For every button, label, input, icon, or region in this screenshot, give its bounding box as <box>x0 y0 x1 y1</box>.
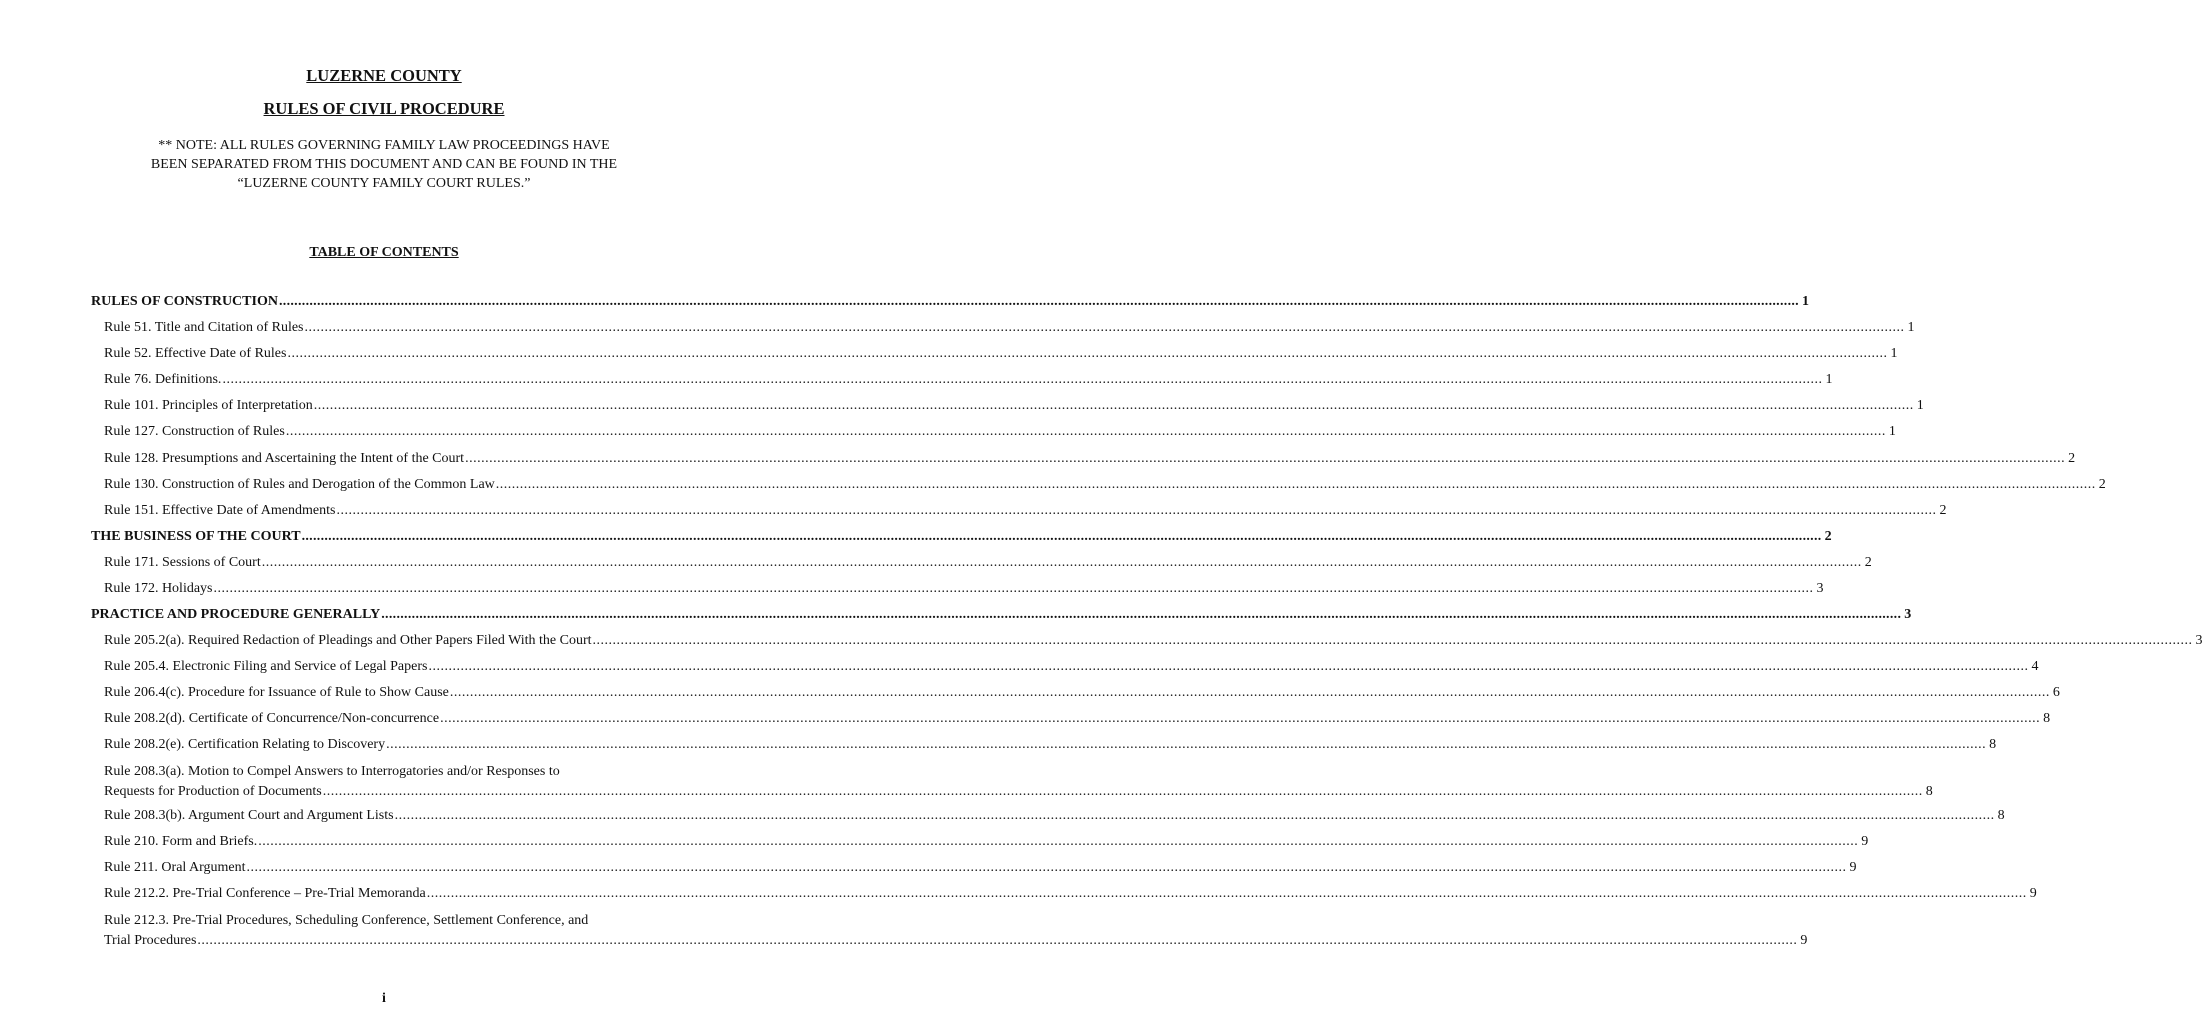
dot-leader: ................................................................................................................................................................................................................................................................................................................................................................................................................ <box>222 372 1823 387</box>
dot-leader: ................................................................................................................................................................................................................................................................................................................................................................................................................ <box>197 933 1798 948</box>
dot-leader: ................................................................................................................................................................................................................................................................................................................................................................................................................ <box>465 451 2066 466</box>
toc-entry-title: Rule 127. Construction of Rules <box>104 424 285 439</box>
toc-entry-page: 1 <box>1888 424 1896 439</box>
toc-entry-title: Rule 172. Holidays <box>104 581 213 596</box>
toc-entry-title: Rule 208.3(b). Argument Court and Argument Lists <box>104 808 394 823</box>
dot-leader: ................................................................................................................................................................................................................................................................................................................................................................................................................ <box>246 860 1847 875</box>
toc-entry-page: 8 <box>1989 737 1997 752</box>
note-line: BEEN SEPARATED FROM THIS DOCUMENT AND CAN BE FOUND IN THE <box>150 157 618 172</box>
toc-entry-page: 9 <box>1800 933 1808 948</box>
dot-leader: ................................................................................................................................................................................................................................................................................................................................................................................................................ <box>278 294 1799 309</box>
toc-entry-page: 2 <box>1939 503 1947 518</box>
toc-entry-page: 9 <box>1861 834 1869 849</box>
toc-entry-title: Rule 151. Effective Date of Amendments <box>104 503 336 518</box>
toc-entry-title: Rule 211. Oral Argument <box>104 860 246 875</box>
toc-entry-page: 2 <box>1824 529 1832 544</box>
toc-entry-title: Rule 208.3(a). Motion to Compel Answers to Interrogatories and/or Responses to <box>104 764 560 779</box>
dot-leader: ................................................................................................................................................................................................................................................................................................................................................................................................................ <box>313 398 1914 413</box>
dot-leader: ................................................................................................................................................................................................................................................................................................................................................................................................................ <box>336 503 1937 518</box>
document-title: RULES OF CIVIL PROCEDURE <box>263 99 505 118</box>
note-line: “LUZERNE COUNTY FAMILY COURT RULES.” <box>237 176 531 191</box>
toc-entry-title: Rule 101. Principles of Interpretation <box>104 398 313 413</box>
dot-leader: ................................................................................................................................................................................................................................................................................................................................................................................................................ <box>449 685 2050 700</box>
dot-leader: ................................................................................................................................................................................................................................................................................................................................................................................................................ <box>428 659 2029 674</box>
toc-entry-title: Rule 205.4. Electronic Filing and Service of Legal Papers <box>104 659 428 674</box>
toc-entry-page: 1 <box>1825 372 1833 387</box>
toc-entry-page: 1 <box>1907 320 1915 335</box>
dot-leader: ................................................................................................................................................................................................................................................................................................................................................................................................................ <box>426 886 2027 901</box>
toc-entry-page: 9 <box>1849 860 1857 875</box>
toc-entry-title: Rule 205.2(a). Required Redaction of Pleadings and Other Papers Filed With the Court <box>104 633 592 648</box>
dot-leader: ................................................................................................................................................................................................................................................................................................................................................................................................................ <box>304 320 1905 335</box>
toc-entry-page: 2 <box>2068 451 2076 466</box>
toc-entry-page: 8 <box>1997 808 2005 823</box>
toc-entry-title: Rule 128. Presumptions and Ascertaining the Intent of the Court <box>104 451 465 466</box>
toc-entry-title: Rule 76. Definitions. <box>104 372 222 387</box>
toc-title: TABLE OF CONTENTS <box>309 245 459 260</box>
family-law-note <box>0 136 768 193</box>
toc-entry-page: 8 <box>2043 711 2051 726</box>
county-title: LUZERNE COUNTY <box>306 66 462 85</box>
toc-entry-page: 1 <box>1890 346 1898 361</box>
toc-entry-page: 1 <box>1801 294 1809 309</box>
page-number: i <box>382 991 386 1006</box>
toc-entry-title: Rule 51. Title and Citation of Rules <box>104 320 304 335</box>
toc-entry-page: 2 <box>2098 477 2106 492</box>
dot-leader: ................................................................................................................................................................................................................................................................................................................................................................................................................ <box>440 711 2041 726</box>
toc-entry-title: RULES OF CONSTRUCTION <box>91 294 278 309</box>
dot-leader: ................................................................................................................................................................................................................................................................................................................................................................................................................ <box>287 346 1888 361</box>
toc-entry-title: THE BUSINESS OF THE COURT <box>91 529 301 544</box>
toc-entry-title: Rule 212.2. Pre-Trial Conference – Pre-Trial Memoranda <box>104 886 426 901</box>
toc-entry-page: 2 <box>1864 555 1872 570</box>
toc-entry-page: 4 <box>2031 659 2039 674</box>
dot-leader: ................................................................................................................................................................................................................................................................................................................................................................................................................ <box>261 555 1862 570</box>
toc-entry-page: 1 <box>1916 398 1924 413</box>
dot-leader: ................................................................................................................................................................................................................................................................................................................................................................................................................ <box>213 581 1814 596</box>
toc-entry-page: 6 <box>2052 685 2060 700</box>
toc-entry-page: 3 <box>1816 581 1824 596</box>
toc-entry-title: Rule 212.3. Pre-Trial Procedures, Scheduling Conference, Settlement Conference, and <box>104 913 589 928</box>
toc-entry-page: 3 <box>1904 607 1912 622</box>
toc-entry-title: Rule 206.4(c). Procedure for Issuance of Rule to Show Cause <box>104 685 449 700</box>
toc-entry-title: Trial Procedures <box>104 933 197 948</box>
toc-entry-title: Rule 208.2(e). Certification Relating to Discovery <box>104 737 386 752</box>
dot-leader: ................................................................................................................................................................................................................................................................................................................................................................................................................ <box>285 424 1886 439</box>
dot-leader: ................................................................................................................................................................................................................................................................................................................................................................................................................ <box>495 477 2096 492</box>
dot-leader: ................................................................................................................................................................................................................................................................................................................................................................................................................ <box>381 607 1902 622</box>
dot-leader: ................................................................................................................................................................................................................................................................................................................................................................................................................ <box>322 784 1923 799</box>
dot-leader: ................................................................................................................................................................................................................................................................................................................................................................................................................ <box>394 808 1995 823</box>
toc-entry-title: Rule 210. Form and Briefs. <box>104 834 258 849</box>
toc-entry-title: Requests for Production of Documents <box>104 784 322 799</box>
toc-entry-page: 8 <box>1925 784 1933 799</box>
dot-leader: ................................................................................................................................................................................................................................................................................................................................................................................................................ <box>592 633 2193 648</box>
toc-entry-title: Rule 208.2(d). Certificate of Concurrence/Non-concurrence <box>104 711 440 726</box>
toc-entry-title: Rule 52. Effective Date of Rules <box>104 346 287 361</box>
toc-entry-page: 3 <box>2195 633 2203 648</box>
toc-entry-title: PRACTICE AND PROCEDURE GENERALLY <box>91 607 381 622</box>
dot-leader: ................................................................................................................................................................................................................................................................................................................................................................................................................ <box>386 737 1987 752</box>
dot-leader: ................................................................................................................................................................................................................................................................................................................................................................................................................ <box>258 834 1859 849</box>
dot-leader: ................................................................................................................................................................................................................................................................................................................................................................................................................ <box>301 529 1822 544</box>
note-line: ** NOTE: ALL RULES GOVERNING FAMILY LAW PROCEEDINGS HAVE <box>158 138 610 153</box>
toc-entry-title: Rule 171. Sessions of Court <box>104 555 261 570</box>
toc-entry-title: Rule 130. Construction of Rules and Derogation of the Common Law <box>104 477 495 492</box>
toc-entry-page: 9 <box>2029 886 2037 901</box>
